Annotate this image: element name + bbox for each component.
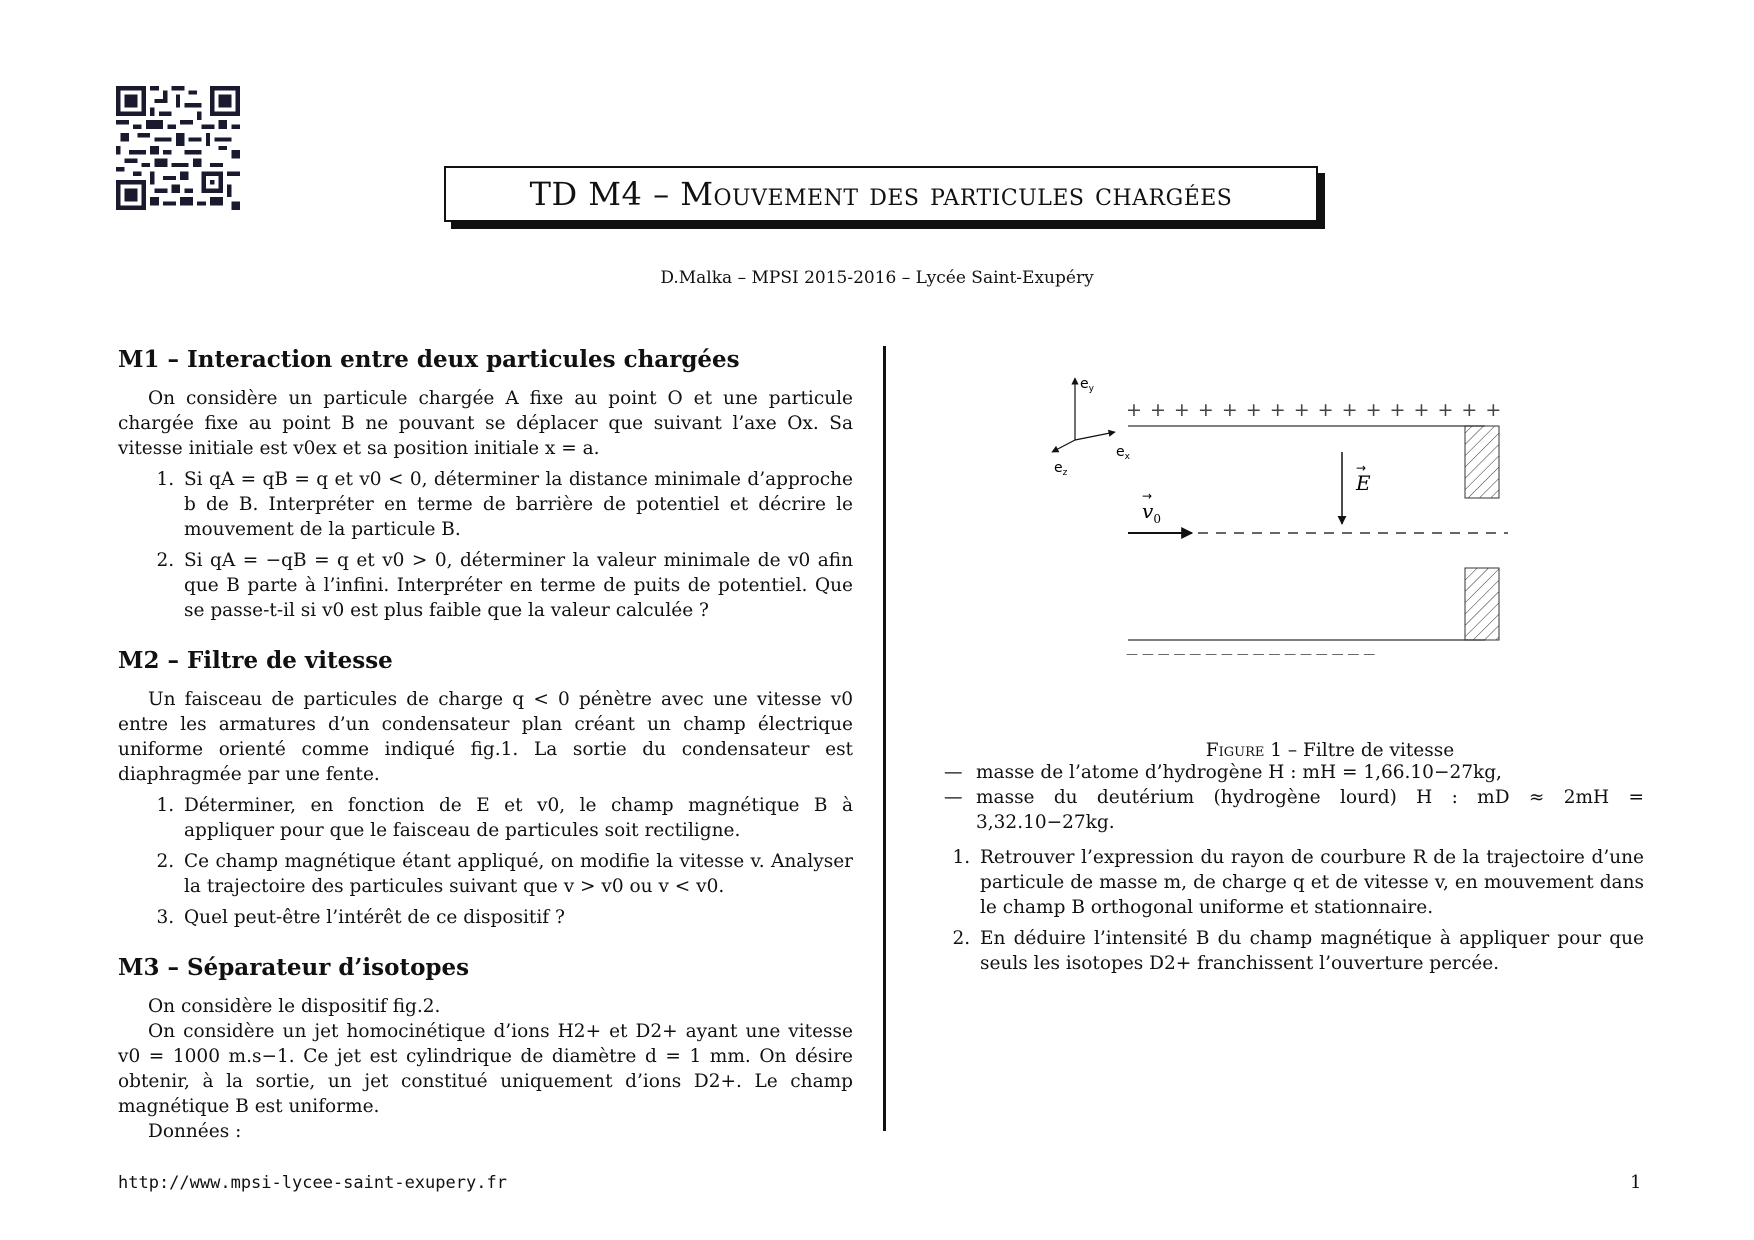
left-column xyxy=(118,344,853,1166)
section-m1 xyxy=(118,344,853,623)
section-title-m1: M1 – Interaction entre deux particules chargées xyxy=(118,346,740,373)
label-v0: $v_0$ xyxy=(1142,499,1161,526)
section-intro-m1: On considère un particule chargée A fixe au point O et une particule chargée fixe au point B ne pouvant se déplacer que suivant l’axe Ox. Sa vitesse initiale est v0ex et sa position initiale x = a. xyxy=(118,388,853,459)
column-divider xyxy=(883,346,886,1131)
label-ez: $e_z$ xyxy=(1054,460,1068,478)
section-p2-m3: On considère un jet homocinétique d’ions H2+ et D2+ ayant une vitesse v0 = 1000 m.s−1. Ce jet est cylindrique de diamètre d = 1 mm. On désire obtenir, à la sortie, un jet constitué uniquement d’ions D2+. Le champ magnétique B est uniforme. xyxy=(118,1021,853,1117)
section-m3 xyxy=(118,952,853,1144)
list-item: 2. En déduire l’intensité B du champ magnétique à appliquer pour que seuls les isotopes D2+ franchissent l’ouverture percée. xyxy=(976,926,1644,976)
caption-label: Figure 1 xyxy=(1205,740,1283,761)
data-list-m3 xyxy=(944,760,1644,835)
section-m2 xyxy=(118,645,853,930)
figure-caption xyxy=(1040,740,1620,761)
diaphragm-top xyxy=(1465,426,1499,498)
section-p3-m3: Données : xyxy=(148,1121,242,1142)
list-item: — masse de l’atome d’hydrogène H : mH = 1,66.10−27kg, xyxy=(944,760,1644,785)
label-ex: $e_x$ xyxy=(1116,444,1130,462)
page-title xyxy=(444,166,1318,222)
diaphragm-bottom xyxy=(1465,568,1499,640)
label-E: E xyxy=(1356,471,1371,495)
question-list-m3 xyxy=(944,845,1644,976)
section-intro-m2: Un faisceau de particules de charge q < 0 pénètre avec une vitesse v0 entre les armatures d’un condensateur plan créant un champ électrique uniforme orienté comme indiqué fig.1. La sortie du condensateur est diaphragmée par une fente. xyxy=(118,689,853,785)
section-p1-m3: On considère le dispositif fig.2. xyxy=(148,996,441,1017)
list-item: 1. Déterminer, en fonction de E et v0, le champ magnétique B à appliquer pour que le faisceau de particules soit rectiligne. xyxy=(180,793,853,843)
section-title-m2: M2 – Filtre de vitesse xyxy=(118,647,393,674)
caption-text: – Filtre de vitesse xyxy=(1282,740,1455,761)
list-item: 2. Ce champ magnétique étant appliqué, on modifie la vitesse v. Analyser la trajectoire des particules suivant que v > v0 ou v < v0. xyxy=(180,849,853,899)
title-lead: TD M4 – xyxy=(529,175,670,213)
footer-url-link[interactable]: http://www.mpsi-lycee-saint-exupery.fr xyxy=(118,1173,507,1193)
list-item: 1. Retrouver l’expression du rayon de courbure R de la trajectoire d’une particule de masse m, de charge q et de vitesse v, en mouvement dans le champ B orthogonal uniforme et stationnaire. xyxy=(976,845,1644,920)
list-item: 3. Quel peut-être l’intérêt de ce dispositif ? xyxy=(180,905,853,930)
list-item: 2. Si qA = −qB = q et v0 > 0, déterminer la valeur minimale de v0 afin que B parte à l’infini. Interpréter en terme de puits de potentiel. Que se passe-t-il si v0 est plus faible que la valeur calculée ? xyxy=(180,548,853,623)
right-column xyxy=(944,760,1644,982)
question-list-m2 xyxy=(118,793,853,930)
minus-signs: — — — — — — — — — — — — — — — — xyxy=(1126,647,1376,660)
vector-arrow-E: → xyxy=(1356,461,1367,475)
figure-velocity-filter xyxy=(1040,360,1540,660)
qr-code xyxy=(116,86,240,210)
list-item: — masse du deutérium (hydrogène lourd) H : mD ≈ 2mH = 3,32.10−27kg. xyxy=(944,785,1644,835)
plus-signs: + + + + + + + + + + + + + + + + xyxy=(1126,399,1503,421)
vector-arrow-v0: → xyxy=(1142,489,1153,503)
label-ey: $e_y$ xyxy=(1080,376,1094,394)
question-list-m1 xyxy=(118,467,853,623)
page-number: 1 xyxy=(1630,1172,1642,1193)
title-smallcaps: Mouvement des particules chargées xyxy=(680,175,1233,213)
list-item: 1. Si qA = qB = q et v0 < 0, déterminer la distance minimale d’approche b de B. Interpréter en terme de barrière de potentiel et décrire le mouvement de la particule B. xyxy=(180,467,853,542)
section-title-m3: M3 – Séparateur d’isotopes xyxy=(118,954,470,981)
author-line: D.Malka – MPSI 2015-2016 – Lycée Saint-Exupéry xyxy=(660,268,1094,288)
